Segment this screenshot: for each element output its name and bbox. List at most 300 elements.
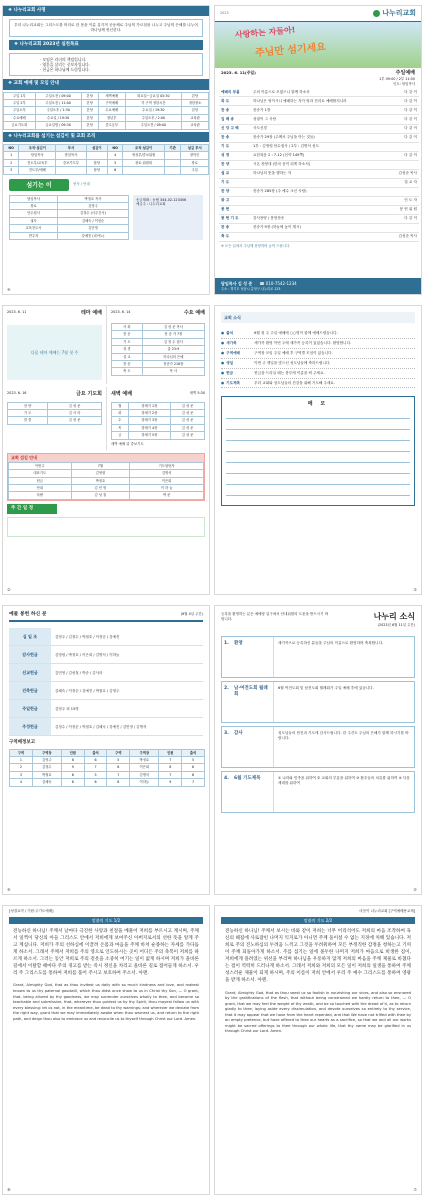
servant-row xyxy=(10,232,129,239)
table-cell: 7 xyxy=(84,764,107,771)
news-text: 헌금을 드리실 때는 봉투에 이름을 써 주세요. xyxy=(254,370,325,375)
servant-table xyxy=(9,195,129,241)
memo-line xyxy=(226,452,410,463)
order-row xyxy=(219,169,419,178)
phone-icon: ☎ xyxy=(259,281,265,287)
news-label: 헌금 xyxy=(226,370,234,375)
table-cell: 화 xyxy=(112,409,129,416)
offering-type: 십 일 조 xyxy=(9,628,51,645)
table-cell: 김혜숙 / 이정순 xyxy=(58,217,129,224)
goal-item: · 헌금은 하나님께 드림입니다. xyxy=(40,67,91,73)
offering-type: 주정헌금 xyxy=(9,718,51,735)
table-cell: 주일 2부 xyxy=(4,99,36,106)
wed-table xyxy=(111,323,205,376)
spread-4 xyxy=(2,905,422,1195)
news-body: ① 나라와 민족을 위하여 ② 교회의 부흥을 위하여 ③ 환우들의 치유를 위하여 ④ 다음 세대를 위하여 xyxy=(278,776,410,786)
fri-table xyxy=(7,402,102,425)
dawn-time: 새벽 5:30 xyxy=(189,390,205,395)
order-row xyxy=(219,115,419,124)
order-row xyxy=(219,205,419,214)
order-content xyxy=(251,205,393,214)
column-header: 출석 xyxy=(182,749,205,756)
table-cell: 강예진 (피아노) xyxy=(58,232,129,239)
prayer-title: 말씀의 기도 2/2 xyxy=(221,917,415,924)
report-row xyxy=(10,764,205,771)
order-content: 사도신경 xyxy=(251,124,393,133)
worship-top-row xyxy=(3,306,209,384)
table-cell: 박정호 xyxy=(71,477,130,484)
table-cell: 금 xyxy=(112,432,129,439)
news-number: 1. xyxy=(224,641,229,647)
order-content: 시온 찬양대 (한마 음이 되게 하소서) xyxy=(251,160,393,169)
pastor-name: 담임목사 김 성 준 xyxy=(221,281,253,287)
page-3-right xyxy=(214,605,422,895)
column-header: 구역장 xyxy=(130,749,159,756)
news-body: 6월 여전도회 및 남전도회 월례회가 주일 예배 후에 있습니다. xyxy=(278,686,374,691)
report-heading: 구역배정보고 xyxy=(9,740,36,746)
table-cell: 6 xyxy=(107,764,130,771)
news-item xyxy=(221,349,415,359)
prayer-head: 마음이 나누리교회 [구역예배용교재] xyxy=(359,909,415,913)
table-cell: 담당 xyxy=(86,167,107,174)
news-item xyxy=(221,359,415,369)
order-label: 예배의 부름 xyxy=(219,88,251,97)
table-cell: 주일오전 / 09:00 xyxy=(35,92,81,99)
wed-row xyxy=(112,346,205,353)
news-list xyxy=(221,329,415,388)
table-cell: 교육관 xyxy=(182,122,209,129)
order-content: 1부 : 김영렬 안수집사 / 2부 : 김명석 성도 xyxy=(251,142,393,151)
news-text: 새가족 환영 이번 주에 새가족 등록이 있었습니다. 환영합니다. xyxy=(254,341,352,346)
servant-body xyxy=(9,195,203,241)
theme-title: 테마 예배 xyxy=(80,310,102,316)
prayer-head: [성결요약 / 기원·주기도예배] xyxy=(9,909,54,913)
offering-names: 김영주 / 김정수 / 박철호 / 이정순 / 강예진 xyxy=(55,634,120,639)
table-cell: 찬 송 xyxy=(112,360,143,367)
table-cell: 김 정 수 집사 xyxy=(142,338,204,345)
servant-section xyxy=(9,179,203,191)
table-cell: 장로 xyxy=(181,159,209,166)
table-cell: 7월 xyxy=(71,462,130,469)
table-cell: 본당 xyxy=(81,99,98,106)
table-cell: 김 성 준 xyxy=(171,432,205,439)
order-row xyxy=(219,124,419,133)
news-item xyxy=(221,771,415,813)
spread-3 xyxy=(2,605,422,895)
team-table xyxy=(8,462,204,500)
offering-type: 건축헌금 xyxy=(9,682,51,699)
account-box xyxy=(133,195,203,241)
table-cell: 수요일 / 19:30 xyxy=(35,114,81,121)
order-content: 감사찬양 / 봉헌찬송 xyxy=(251,214,393,223)
order-label: 찬 양 xyxy=(219,160,251,169)
table-cell: 5 xyxy=(107,756,130,763)
worship-mid-row xyxy=(3,387,209,451)
church-name: 나누리교회 xyxy=(382,9,416,17)
order-row xyxy=(219,196,419,205)
news-item xyxy=(221,329,415,339)
order-label: 묵 도 xyxy=(219,97,251,106)
order-label: 찬 송 xyxy=(219,106,251,115)
team-box xyxy=(7,453,205,501)
table-cell: 목 사 xyxy=(142,368,204,375)
prayer-korean: 전능하신 하나님! 주께서 보시는 바와 같이 저희는 너무 어리석어도 저희의 마음 조작하여 육신의 헤집에 사로잡힌 나머지 익지로가 아니면 주께 돌이설 수 없는 지경에 처해 있습니다. 저희로 주의 진노하심의 두려움 느끼고 그것을 두려워하여 모든 부정직한 감정을 청하는고 기꺼이 주께 되돌아가게 하소서. 주를 섬기는 일에 몰두한 나머지 저희가 마음으로 희생한 짐이, 저희에게 몰려었는 위선을 부리며 하나님을 우롱하지 않게 저희의 마음을 주께 제물로 바쳤다는 점이 역력히 드러나게 하소서. 그래서 저희와 저희의 모든 일이 저희의 일생을 통하여 주께 성스러운 제물이 되게 하시며, 주의 이름이 저희 안에서 우리 주 예수 그리스도를 통하여 영광을 받게 하소서. 아멘. xyxy=(225,928,411,984)
table-cell: 담임목사 xyxy=(56,152,87,159)
order-row xyxy=(219,232,419,241)
table-cell: 7 xyxy=(107,771,130,778)
order-content xyxy=(251,232,393,241)
banner-image xyxy=(215,22,421,68)
page-number: ⑥ xyxy=(7,886,11,892)
table-cell: 김 성 철 xyxy=(71,492,130,499)
offering-list xyxy=(3,628,209,736)
offering-note: (6월 4일 주간) xyxy=(180,612,203,616)
memo-box xyxy=(221,396,415,506)
dawn-note: 새벽 예배 뒤 중보기도 xyxy=(111,441,144,446)
order-label: 축 도 xyxy=(219,232,251,241)
table-cell: 박철호 목사 xyxy=(58,195,129,202)
page-number: ② xyxy=(7,586,11,592)
order-label: 봉 헌 xyxy=(219,205,251,214)
vision-heading: ❖ 나누리교회 사명 xyxy=(3,6,209,16)
memo-line xyxy=(226,463,410,474)
table-cell: 9 xyxy=(61,764,84,771)
column-header: 조직·섬김이 xyxy=(123,144,164,151)
news-heading: 교회 소식 xyxy=(221,312,415,323)
table-cell: 주일오전 / 09:00 xyxy=(125,122,182,129)
table-cell: 5 xyxy=(84,771,107,778)
report-table xyxy=(9,749,205,787)
order-leader: 김성준 목사 xyxy=(393,169,419,178)
news-title: 환영 xyxy=(232,637,274,677)
column-header: 섬김 부서 xyxy=(181,144,209,151)
column-header: 출석 xyxy=(84,749,107,756)
order-content: 요한복음 2 : 7-12 (신약 149쪽) xyxy=(251,151,393,160)
wed-title: 수요 예배 xyxy=(183,310,205,316)
offering-names: 김영렬 / 박정호 / 이은희 / 김명석 / 이하늘 xyxy=(55,652,120,657)
offering-type: 주일헌금 xyxy=(9,700,51,717)
news-body: 새가족으로 등록하신 분들을 주님의 이름으로 환영하며 축복합니다. xyxy=(278,641,384,646)
team-row xyxy=(9,492,204,499)
banner-slogan-2: 주님만 섬기세요 xyxy=(254,42,327,60)
officiant: 인도: 담임목사 xyxy=(393,81,415,86)
news-bullet-icon: ● xyxy=(221,351,225,356)
order-row xyxy=(219,160,419,169)
news-item xyxy=(221,726,415,768)
table-cell xyxy=(86,152,107,159)
table-cell: 담임목사 xyxy=(10,195,58,202)
order-leader xyxy=(393,187,419,196)
order-leader: 다 같 이 xyxy=(393,97,419,106)
weekly-area xyxy=(7,517,205,537)
report-row xyxy=(10,779,205,786)
table-cell: 담임목사 xyxy=(19,152,56,159)
memo-line xyxy=(226,474,410,485)
news-body: 성도님들의 헌신과 기도에 감사드립니다. 한 주간도 주님의 은혜가 함께 하시기를 바랍니다. xyxy=(278,731,409,741)
service-title: 주일예배 xyxy=(395,70,415,77)
table-cell: 1 xyxy=(4,152,19,159)
order-row xyxy=(219,106,419,115)
service-row xyxy=(4,92,209,99)
order-content xyxy=(251,178,393,187)
wed-date: 2023. 6. 14 xyxy=(111,310,131,314)
table-cell: 창세기 3장 xyxy=(128,417,170,424)
order-leader: 설 교 자 xyxy=(393,178,419,187)
table-cell: 출 23:9 xyxy=(142,346,204,353)
order-content: 찬송가 285장 (주 예수 크신 사랑) xyxy=(251,187,393,196)
table-cell: 새벽예배 xyxy=(98,92,125,99)
order-content: 하나님의 뜻을 행하는 자 xyxy=(251,169,393,178)
table-cell: 주일오후 xyxy=(4,107,36,114)
table-cell: 성 경 xyxy=(112,346,143,353)
table-cell: 수 xyxy=(112,417,129,424)
table-cell: 김 성 준 xyxy=(171,417,205,424)
order-row xyxy=(219,223,419,232)
service-date: 2023. 6. 11(주일) xyxy=(221,70,256,76)
page-number: ⑦ xyxy=(413,1186,417,1192)
offering-type: 감사헌금 xyxy=(9,646,51,663)
offering-row xyxy=(9,700,203,718)
page-number: ⑤ xyxy=(413,886,417,892)
report-row xyxy=(10,771,205,778)
servant-row xyxy=(10,195,129,202)
page-2-right xyxy=(214,305,422,595)
table-cell: 8 xyxy=(159,764,182,771)
news-item xyxy=(221,681,415,723)
table-cell: 5 xyxy=(182,756,205,763)
order-leader xyxy=(393,223,419,232)
order-row xyxy=(219,214,419,223)
table-cell: 권사 xyxy=(10,217,58,224)
order-content: 성령이 그 사랑 xyxy=(251,115,393,124)
order-row xyxy=(219,97,419,106)
offering-names: 김영주 외 15명 xyxy=(55,706,79,711)
column-header: 구역장 xyxy=(32,749,61,756)
table-cell: 김 성 준 xyxy=(171,424,205,431)
table-cell: 7 xyxy=(159,771,182,778)
offering-row xyxy=(9,628,203,646)
news-label: 구역예배 xyxy=(226,351,241,356)
table-cell: 헌금 xyxy=(9,477,72,484)
theme-worship xyxy=(3,306,107,384)
memo-lines xyxy=(226,408,410,496)
news-label: 새가족 xyxy=(226,341,237,346)
table-cell: 주일오후 / 1:30 xyxy=(35,107,81,114)
table-cell: 찬 송 가 7장 xyxy=(142,331,204,338)
church-logo-icon xyxy=(373,10,380,17)
table-cell: 기 도 xyxy=(112,338,143,345)
news-title: 6월 기도제목 xyxy=(232,772,274,812)
team-row xyxy=(9,484,204,491)
table-cell: 기 도 xyxy=(8,409,48,416)
table-cell: 4 xyxy=(10,779,33,786)
column-header: 기관 xyxy=(164,144,181,151)
news-bullet-icon: ● xyxy=(221,380,225,385)
table-cell: 중고등부 xyxy=(98,122,125,129)
table-cell: 6 xyxy=(61,771,84,778)
table-cell: 8 xyxy=(107,779,130,786)
table-cell: 교육관 xyxy=(182,114,209,121)
table-cell: 김명석 xyxy=(130,470,204,477)
news-intro: 등록을 환영하는 분은 예배당 입구에서 안내위원의 도움을 받으시기 바랍니다. xyxy=(221,612,328,621)
order-label: 입 례 송 xyxy=(219,115,251,124)
servant-heading: 섬기는 이 xyxy=(9,179,69,191)
table-cell: 본당 xyxy=(81,114,98,121)
page-number: ③ xyxy=(413,586,417,592)
news-label: 생일 xyxy=(226,360,234,365)
order-label: 봉 헌 기 도 xyxy=(219,214,251,223)
table-cell: 안수집사 xyxy=(10,210,58,217)
news-label: 출석 xyxy=(226,331,234,336)
news-item xyxy=(221,379,415,389)
table-cell: 목 xyxy=(112,424,129,431)
table-cell: 장로 xyxy=(10,202,58,209)
order-label: 기 도 xyxy=(219,178,251,187)
table-cell: 김정수 (사무간사) xyxy=(58,210,129,217)
order-of-service xyxy=(219,88,419,242)
servant-sub: 봉사 / 안내 xyxy=(73,181,90,186)
fri-row xyxy=(8,417,102,424)
order-leader: 인 도 자 xyxy=(393,196,419,205)
prayer-korean: 전능하신 하나님! 주께서 날마다 극진한 사랑과 친절을 베풀어 저희를 부르시고 계시며, 주께서 일찍이 당신의 아들 그리스도 안에서 저희에게 보여주신 아버지로서의 선한 뜻을 알게 주고 계십니다. 저희가 주의 선하심에 이끌려 온몸과 마음을 주께 바쳐 순종하는 자세를 가다듬게 하소서. 그래서 주께서 저희를 주의 영으로 인도하시는 곳이 어디든 주의 축복이 저희를 따르게 하소서. 그러는 동안 저희로 주의 겉옷을 소중히 여기는 일이 없게 하시며 저희가 올바른 길에서 이탈할 때마다 주의 경고를 받는 즉시 정신을 차리고 올바른 길로 접어들게 하소서. 우리 주 그리스도를 통하여 저희를 품어 주시고 보호하여 주소서. 아멘. xyxy=(13,928,199,977)
service-row xyxy=(4,114,209,121)
prayer-title: 말씀의 기도 1/2 xyxy=(9,917,203,924)
offering-header xyxy=(9,612,203,622)
table-cell: 화요일~금요일 05:30 xyxy=(125,92,182,99)
dawn-row xyxy=(112,417,205,424)
memo-line xyxy=(226,419,410,430)
table-cell xyxy=(164,167,181,174)
service-row xyxy=(4,122,209,129)
table-cell: 박철호 xyxy=(32,771,61,778)
column-header: 부서 xyxy=(56,144,87,151)
goal-item: · 영혼을 살리는 중보자입니다. xyxy=(40,62,91,68)
table-cell: 창세기 4장 xyxy=(128,424,170,431)
table-cell: 수요일 / 19:30 xyxy=(125,107,182,114)
table-cell: 수요예배 xyxy=(98,107,125,114)
offering-names: 김혜숙 / 이정순 / 강예진 / 박철호 / 김영주 xyxy=(55,688,120,693)
spread-2 xyxy=(2,305,422,595)
page-1-right xyxy=(214,5,422,295)
table-cell: 김영주 xyxy=(58,202,129,209)
table-cell: 정한장소 xyxy=(182,99,209,106)
fri-row xyxy=(8,402,102,409)
table-cell: 5 xyxy=(107,159,122,166)
table-cell: 전도부/교육부 xyxy=(19,159,56,166)
spread-1 xyxy=(2,5,422,295)
table-cell: 월 xyxy=(112,402,129,409)
table-cell: 장덕인 xyxy=(181,152,209,159)
service-table xyxy=(3,92,209,130)
table-cell: 김영렬 xyxy=(71,470,130,477)
table-cell: 이은희 xyxy=(130,477,204,484)
table-cell: 찬 양 xyxy=(8,402,48,409)
table-cell: 2 xyxy=(10,764,33,771)
goal-list xyxy=(9,53,203,76)
table-cell: 전도부/예배 xyxy=(19,167,56,174)
dawn-row xyxy=(112,432,205,439)
table-cell: 김명석 xyxy=(130,771,159,778)
table-cell xyxy=(164,159,181,166)
column-header: 구역 xyxy=(10,749,33,756)
table-cell: 6 xyxy=(107,167,122,174)
offering-type: 선교헌금 xyxy=(9,664,51,681)
church-address: 주소 : 경기도 성남시 분당구 나누리로 123 xyxy=(221,286,281,291)
order-leader: 다 같 이 xyxy=(393,124,419,133)
table-cell: 4 xyxy=(107,152,122,159)
order-leader: 봉 헌 위 원 xyxy=(393,205,419,214)
table-cell: 본당 xyxy=(182,107,209,114)
page-1-left xyxy=(2,5,210,295)
vision-text: 우리 나누리교회는 그리스도를 머리로 한 몸을 이룬 유기적 공동체로 주님의 가르침을 나누고 주님의 은혜를 나누어 하나님께 헌신한다. xyxy=(9,19,203,37)
offering-names: 김민영 / 김성철 / 박준 / 김사라 xyxy=(55,670,103,675)
dawn-row xyxy=(112,402,205,409)
wed-row xyxy=(112,323,205,330)
page-4-left xyxy=(2,905,210,1195)
team-row xyxy=(9,470,204,477)
order-row xyxy=(219,88,419,97)
order-content: 찬송가 1장 xyxy=(251,106,393,115)
servant-row xyxy=(10,210,129,217)
column-header: 섬김이 xyxy=(86,144,107,151)
pastor-footer xyxy=(215,278,421,294)
table-cell: 구역예배 xyxy=(98,99,125,106)
news-date: (2023년 6월 11일 주간) xyxy=(377,622,415,627)
table-cell: 사 회 xyxy=(112,323,143,330)
goal-item: · 모임은 리더의 책임입니다. xyxy=(40,57,87,63)
news-title: 감사 xyxy=(232,727,274,767)
table-cell: 김 성 준 xyxy=(48,402,102,409)
table-cell: 본당 xyxy=(81,107,98,114)
order-row xyxy=(219,133,419,142)
column-header: 조직·섬김이 xyxy=(19,144,56,151)
column-header: 인원 xyxy=(159,749,182,756)
order-label: 기 도 xyxy=(219,142,251,151)
table-cell: 이하늘 xyxy=(130,779,159,786)
offering-names: 김정수 / 이정순 / 박철호 / 김혜숙 / 강예진 / 김민영 / 김명석 xyxy=(55,724,147,729)
table-cell: 김정수 xyxy=(32,764,61,771)
service-row xyxy=(4,107,209,114)
order-leader xyxy=(393,142,419,151)
table-cell: 6 xyxy=(182,771,205,778)
staff-row xyxy=(4,152,209,159)
table-cell: 9 xyxy=(159,779,182,786)
table-cell: 주일오전 / 11:00 xyxy=(35,99,81,106)
fri-date: 2023. 6. 16 xyxy=(7,390,27,395)
page-number: ④ xyxy=(7,286,11,292)
servant-row xyxy=(10,202,129,209)
table-cell: 박정호 xyxy=(130,756,159,763)
table-cell: 김혜숙 xyxy=(32,779,61,786)
dawn-table xyxy=(111,402,205,440)
table-cell: 8 xyxy=(61,779,84,786)
team-row xyxy=(9,462,204,469)
column-header: 인원 xyxy=(61,749,84,756)
dawn-row xyxy=(112,409,205,416)
theme-text: 다음 테마 예배는 7월 첫 주 xyxy=(7,325,102,380)
news-text: 이번 주 생일을 맞으신 성도님들께 축하드립니다. xyxy=(254,360,331,365)
service-row xyxy=(4,99,209,106)
order-leader: 다 같 이 xyxy=(393,133,419,142)
order-leader: 다 같 이 xyxy=(393,88,419,97)
news-text: 6월 첫 주 주일 예배에 ○○명이 함께 예배드렸습니다. xyxy=(254,331,338,336)
column-header: NO xyxy=(107,144,122,151)
servant-row xyxy=(10,225,129,232)
news-bullet-icon: ● xyxy=(221,341,225,346)
table-cell: 본당 xyxy=(182,92,209,99)
news-item xyxy=(221,339,415,349)
table-cell: 본당 xyxy=(81,92,98,99)
